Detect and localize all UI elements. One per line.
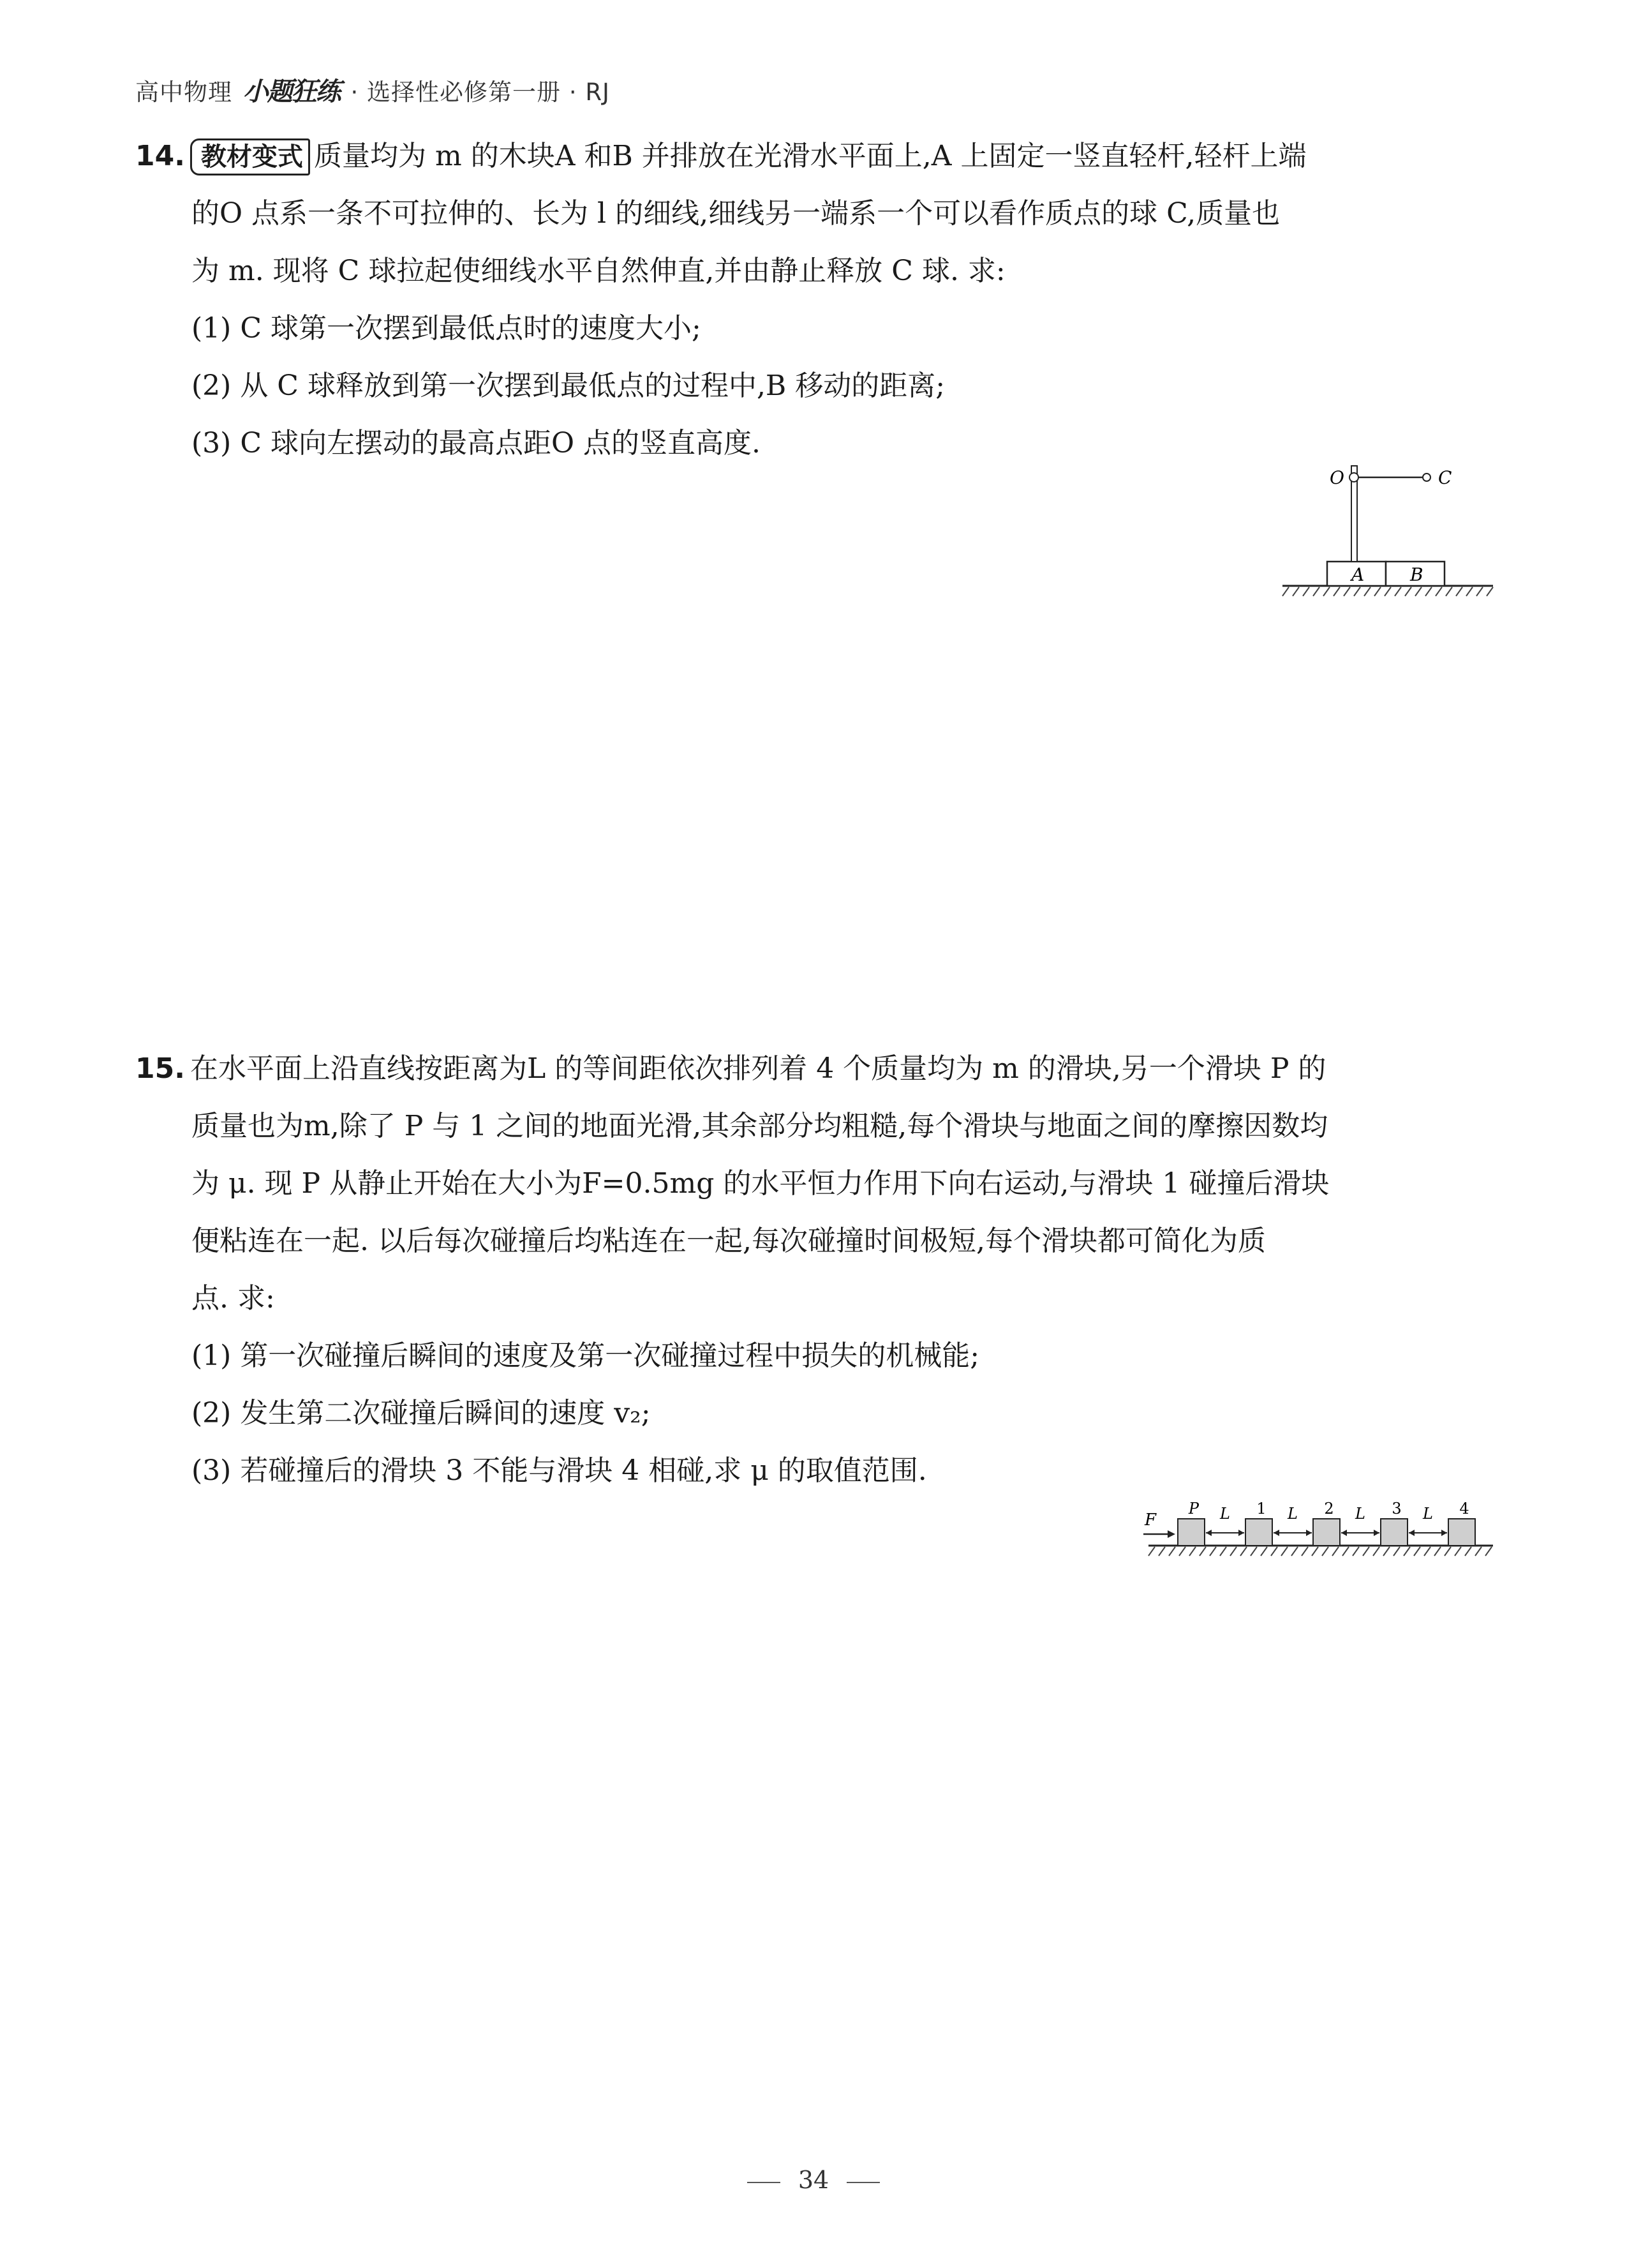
label-a: A [1351, 564, 1365, 585]
block-label-4: 4 [1459, 1500, 1469, 1518]
q15-sliders-figure [1136, 1493, 1499, 1563]
arrowhead-left-icon [1274, 1530, 1279, 1536]
q14-part-1: (1) C 球第一次摆到最低点时的速度大小; [191, 312, 701, 345]
force-label: F [1145, 1511, 1157, 1530]
q14-part-3: (3) C 球向左摆动的最高点距O 点的竖直高度. [191, 427, 761, 459]
page-header [135, 71, 610, 108]
block-label-3: 3 [1392, 1500, 1402, 1518]
arrowhead-left-icon [1206, 1530, 1212, 1536]
arrowhead-right-icon [1441, 1530, 1447, 1536]
question-15 [135, 1040, 1491, 1500]
q14-part-2: (2) 从 C 球释放到第一次摆到最低点的过程中,B 移动的距离; [191, 369, 946, 402]
header-edition: · 选择性必修第一册 · RJ [350, 78, 610, 106]
footer-dash-left [747, 2182, 780, 2183]
q14-number: 14. [135, 140, 185, 172]
q15-line-5: 点. 求: [191, 1282, 275, 1315]
q15-text-1: 在水平面上沿直线按距离为L 的等间距依次排列着 4 个质量均为 m 的滑块,另一个滑块 P 的 [190, 1052, 1326, 1085]
gap-label: L [1288, 1505, 1298, 1523]
header-subject: 高中物理 [135, 78, 232, 106]
q15-part-2: (2) 发生第二次碰撞后瞬间的速度 v₂; [191, 1397, 651, 1429]
arrowhead-right-icon [1238, 1530, 1244, 1536]
q14-line-3: 为 m. 现将 C 球拉起使细线水平自然伸直,并由静止释放 C 球. 求: [191, 255, 1006, 287]
label-o: O [1330, 467, 1344, 488]
arrowhead-right-icon [1306, 1530, 1312, 1536]
brand-logo: 小题狂练 [242, 77, 340, 107]
gap-label: L [1220, 1505, 1230, 1523]
page-number: 34 [798, 2166, 829, 2194]
gap-label: L [1355, 1505, 1365, 1523]
q15-line-3: 为 μ. 现 P 从静止开始在大小为F=0.5mg 的水平恒力作用下向右运动,与滑块 1 碰撞后滑块 [191, 1167, 1330, 1200]
q15-line-1 [135, 1040, 1491, 1098]
label-c: C [1438, 467, 1452, 488]
q15-part-3: (3) 若碰撞后的滑块 3 不能与滑块 4 相碰,求 μ 的取值范围. [191, 1454, 927, 1487]
q14-line-1 [135, 128, 1491, 185]
slider-block-2 [1313, 1519, 1340, 1546]
pivot-o [1349, 473, 1358, 482]
arrowhead-left-icon [1341, 1530, 1347, 1536]
textbook-variant-tag: 教材变式 [190, 138, 310, 175]
q15-line-4: 便粘连在一起. 以后每次碰撞后均粘连在一起,每次碰撞时间极短,每个滑块都可简化为质 [191, 1225, 1266, 1257]
q15-part-1: (1) 第一次碰撞后瞬间的速度及第一次碰撞过程中损失的机械能; [191, 1339, 980, 1372]
gap-label: L [1423, 1505, 1433, 1523]
block-label-2: 2 [1324, 1500, 1334, 1518]
block-label-1: 1 [1256, 1500, 1267, 1518]
slider-block-P [1178, 1519, 1205, 1546]
arrowhead-icon [1168, 1530, 1175, 1538]
ball-c [1423, 474, 1430, 481]
q15-line-2: 质量也为m,除了 P 与 1 之间的地面光滑,其余部分均粗糙,每个滑块与地面之间的摩擦因数均 [191, 1110, 1328, 1142]
arrowhead-left-icon [1409, 1530, 1415, 1536]
slider-block-4 [1448, 1519, 1475, 1546]
footer-dash-right [847, 2182, 880, 2183]
arrowhead-right-icon [1374, 1530, 1379, 1536]
q14-text-1: 质量均为 m 的木块A 和B 并排放在光滑水平面上,A 上固定一竖直轻杆,轻杆上端 [314, 140, 1307, 172]
q14-line-2: 的O 点系一条不可拉伸的、长为 l 的细线,细线另一端系一个可以看作质点的球 C,质量也 [191, 197, 1281, 230]
slider-block-3 [1381, 1519, 1408, 1546]
q14-pendulum-figure [1276, 459, 1499, 613]
slider-block-1 [1245, 1519, 1272, 1546]
block-label-P: P [1188, 1500, 1200, 1518]
q15-number: 15. [135, 1052, 185, 1085]
question-14 [135, 128, 1491, 472]
page-footer [0, 2166, 1627, 2194]
label-b: B [1410, 564, 1423, 585]
